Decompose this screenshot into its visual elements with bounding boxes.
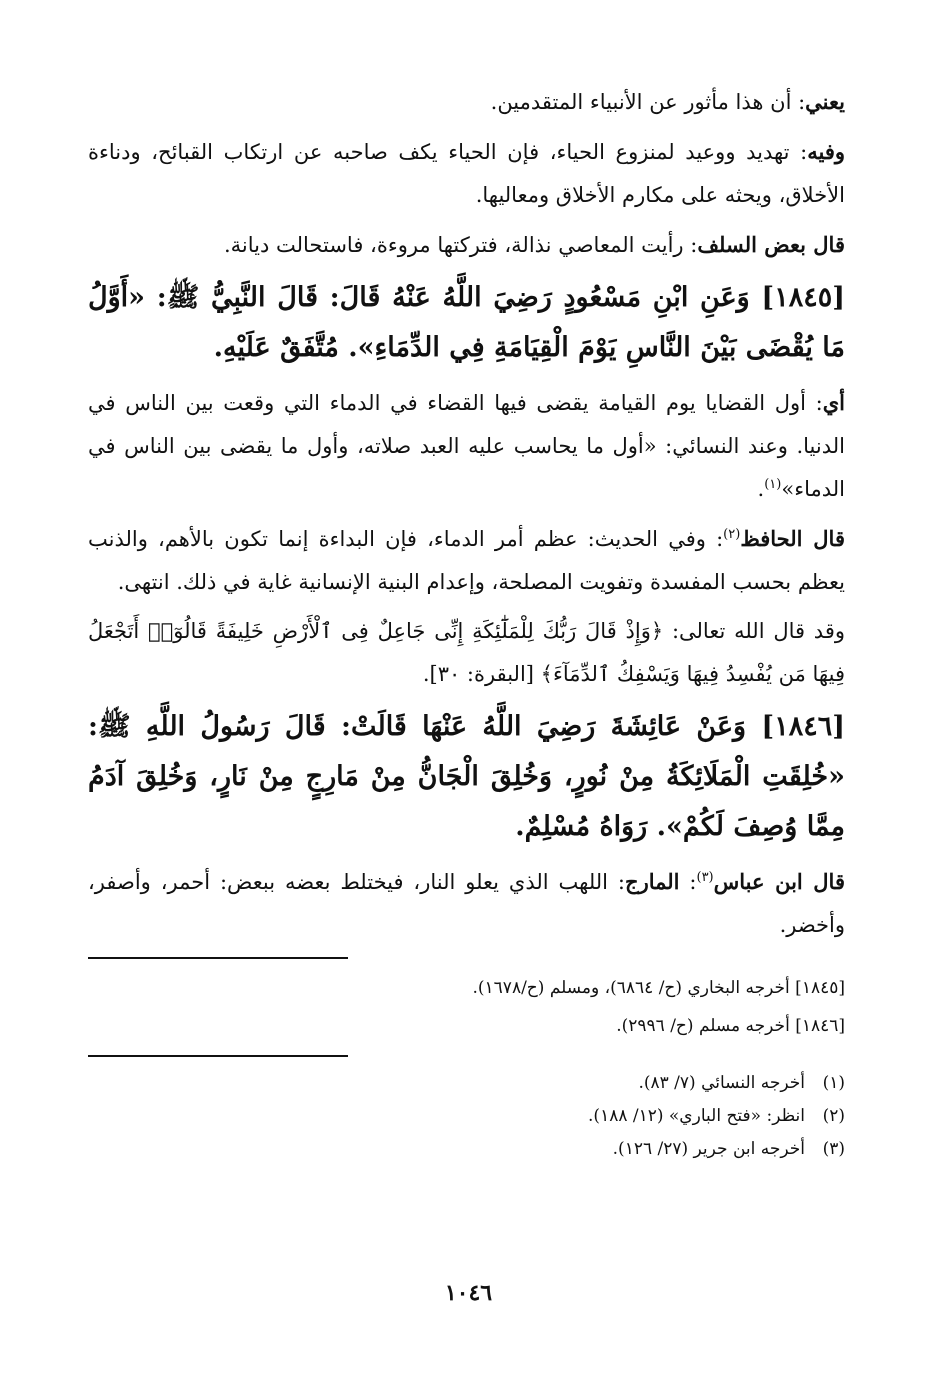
hadith-1845: [١٨٤٥] وَعَنِ ابْنِ مَسْعُودٍ رَضِيَ اللَّهُ عَنْهُ قَالَ: قَالَ النَّبِيُّ ﷺ: «أَوَّلُ مَا يُقْضَى بَيْنَ النَّاسِ يَوْمَ الْقِيَامَةِ فِي الدِّمَاءِ». مُتَّفَقٌ عَلَيْهِ. xyxy=(88,282,845,363)
footnote-1 xyxy=(88,1067,845,1100)
footnote-2 xyxy=(88,1100,845,1133)
footnotes-divider xyxy=(88,1055,348,1057)
paragraph-yani xyxy=(88,80,845,124)
paragraph-lead: وفيه xyxy=(807,139,845,164)
footnote-number: (١) xyxy=(822,1073,845,1093)
ibn-abbas-lead: قال ابن عباس xyxy=(713,869,845,894)
reference-1845: [١٨٤٥] أخرجه البخاري (ح/ ٦٨٦٤)، ومسلم (ح/١٦٧٨). xyxy=(472,978,845,998)
paragraph-wafihi xyxy=(88,130,845,217)
footnotes xyxy=(88,1067,845,1166)
hadith-references xyxy=(88,969,845,1045)
footnote-text: أخرجه النسائي (٧/ ٨٣). xyxy=(638,1073,805,1093)
hafiz-text: : وفي الحديث: عظم أمر الدماء، فإن البداءة إنما تكون بالأهم، والذنب يعظم بحسب المفسدة وتفويت المصلحة، وإعدام البنية الإنسانية غاية في ذلك. انتهى. xyxy=(88,527,845,594)
paragraph-text: : تهديد ووعيد لمنزوع الحياء، فإن الحياء يكف صاحبه عن ارتكاب القبائح، ودناءة الأخلاق، ويحثه على مكارم الأخلاق ومعاليها. xyxy=(88,140,845,207)
footnote-text: انظر: «فتح الباري» (١٢/ ١٨٨). xyxy=(588,1106,805,1126)
hafiz-paragraph xyxy=(88,517,845,604)
commentary-end: . xyxy=(757,477,765,501)
paragraph-lead: يعني xyxy=(805,89,845,114)
footnote-number: (٢) xyxy=(822,1106,845,1126)
ibn-abbas-term: المارج xyxy=(625,869,680,894)
footnote-mark-1[interactable]: (١) xyxy=(764,477,782,492)
commentary-1845 xyxy=(88,381,845,511)
footnote-mark-3[interactable]: (٣) xyxy=(696,870,714,885)
footnote-mark-2[interactable]: (٢) xyxy=(723,527,741,542)
ibn-abbas-sep: : xyxy=(679,870,697,894)
commentary-text: : أول القضايا يوم القيامة يقضى فيها القضاء في الدماء التي وقعت بين الناس في الدنيا. وعند النسائي: «أول ما يحاسب عليه العبد صلاته، وأول ما يقضى بين الناس في الدماء» xyxy=(88,391,845,501)
reference-1846: [١٨٤٦] أخرجه مسلم (ح/ ٢٩٩٦). xyxy=(616,1016,845,1036)
page-number: ١٠٤٦ xyxy=(444,1280,493,1306)
paragraph-salaf xyxy=(88,223,845,267)
hadith-1846: [١٨٤٦] وَعَنْ عَائِشَةَ رَضِيَ اللَّهُ عَنْهَا قَالَتْ: قَالَ رَسُولُ اللَّهِ ﷺ: «خُلِقَتِ الْمَلَائِكَةُ مِنْ نُورٍ، وَخُلِقَ الْجَانُّ مِنْ مَارِجٍ مِنْ نَارٍ، وَخُلِقَ آدَمُ مِمَّا وُصِفَ لَكُمْ». رَوَاهُ مُسْلِمٌ. xyxy=(88,711,845,842)
footnote-number: (٣) xyxy=(822,1139,845,1159)
commentary-lead: أي xyxy=(822,390,845,415)
ibn-abbas-paragraph xyxy=(88,860,845,947)
footnote-text: أخرجه ابن جرير (٢٧/ ١٢٦). xyxy=(612,1139,805,1159)
ibn-abbas-text: : اللهب الذي يعلو النار، فيختلط بعضه ببعض: أحمر، وأصفر، وأخضر. xyxy=(88,870,845,937)
paragraph-text: : رأيت المعاصي نذالة، فتركتها مروءة، فاستحالت ديانة. xyxy=(223,233,698,257)
footnote-3 xyxy=(88,1133,845,1166)
paragraph-lead: قال بعض السلف xyxy=(697,232,845,257)
page-body xyxy=(88,80,845,1166)
hafiz-lead: قال الحافظ xyxy=(740,526,845,551)
quran-paragraph: وقد قال الله تعالى: ﴿وَإِذْ قَالَ رَبُّكَ لِلْمَلَٰٓئِكَةِ إِنِّى جَاعِلٌ فِى ٱلْأَرْضِ خَلِيفَةً قَالُوٓا۟ أَتَجْعَلُ فِيهَا مَن يُفْسِدُ فِيهَا وَيَسْفِكُ ٱلدِّمَآءَ﴾ [البقرة: ٣٠]. xyxy=(88,619,845,686)
paragraph-text: : أن هذا مأثور عن الأنبياء المتقدمين. xyxy=(490,90,806,114)
references-divider xyxy=(88,957,348,959)
